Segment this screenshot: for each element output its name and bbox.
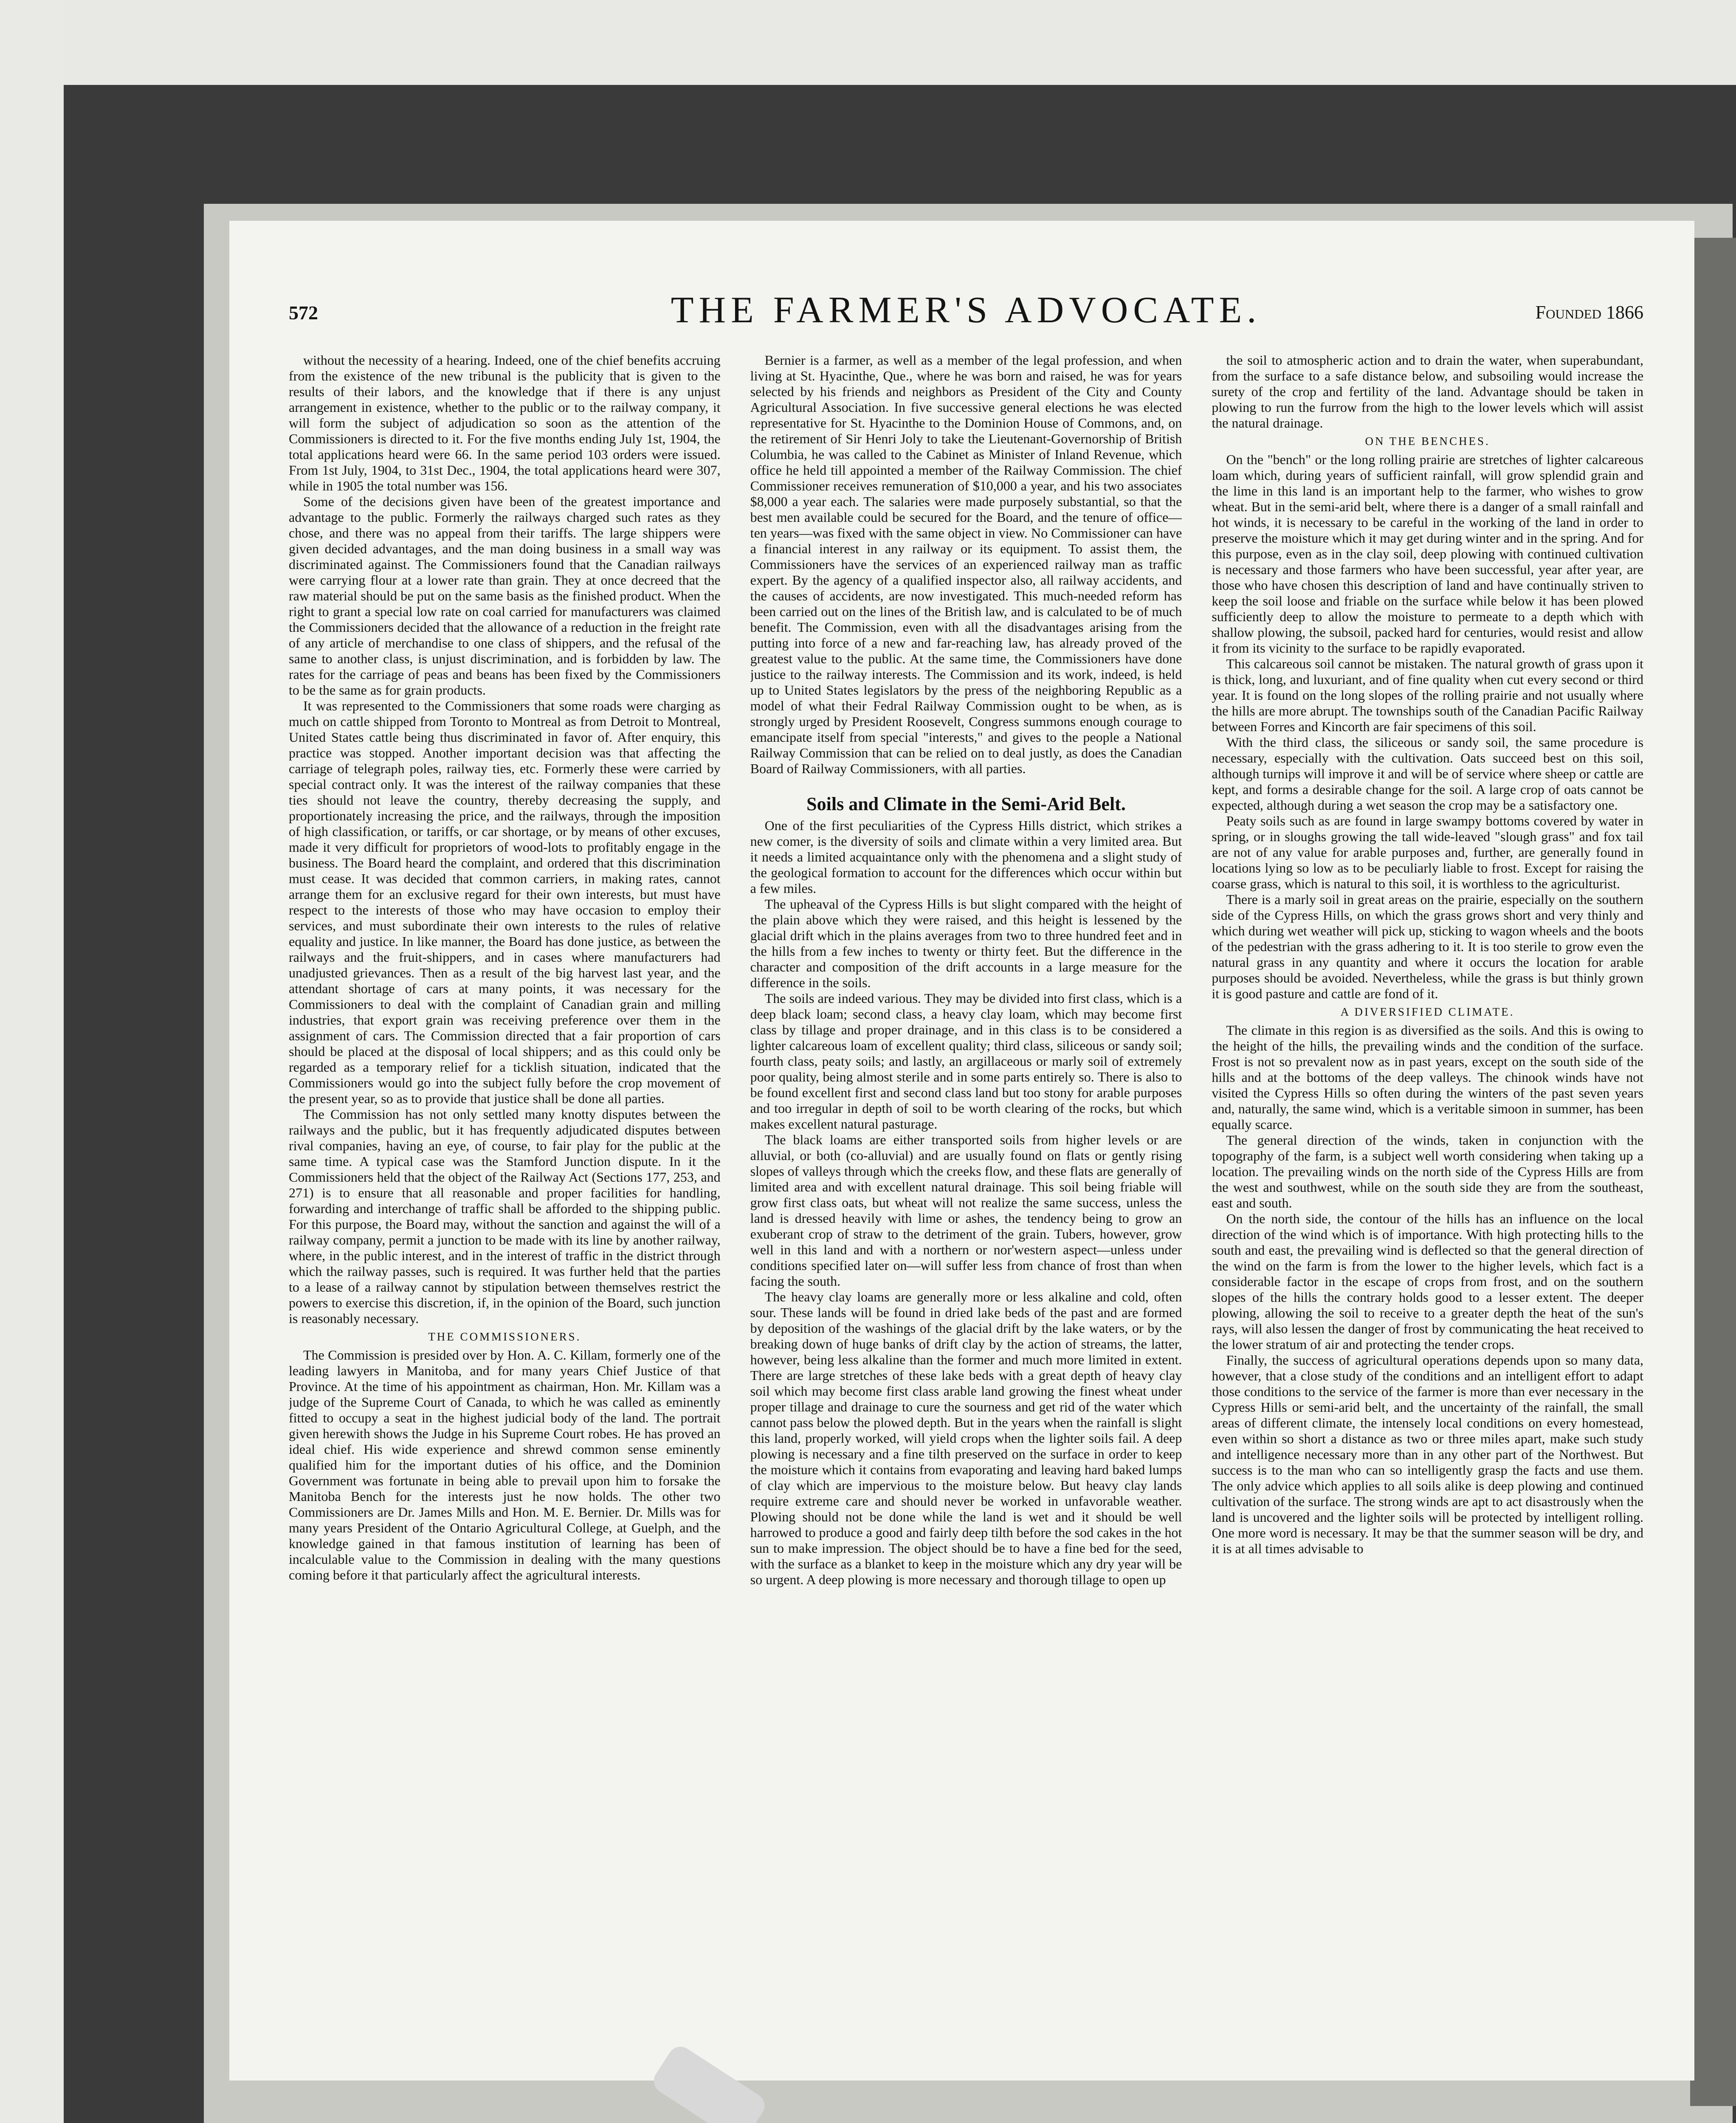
- paragraph: The Commission is presided over by Hon. A. C. Killam, formerly one of the leading lawyers in Manitoba, and for many years Chief Justice of that Province. At the time of his appointment as chairman, Hon. Mr. Killam was a judge of the Supreme Court of Canada, to which he was called as eminently fitted to occupy a seat in the highest judicial body of the land. The portrait given herewith shows the Judge in his Supreme Court robes. He has proved an ideal chief. His wide experience and shrewd common sense eminently qualified him for the important duties of his office, and the Dominion Government was fortunate in being able to prevail upon him to forsake the Manitoba Bench for the interests just he now holds. The other two Commissioners are Dr. James Mills and Hon. M. E. Bernier. Dr. Mills was for many years President of the Ontario Agricultural College, at Guelph, and the knowledge gained in that famous institution of learning has been of incalculable value to the Commission in dealing with the many questions coming before it that particularly affect the agricultural interests.: [289, 1347, 721, 1582]
- paragraph: One of the first peculiarities of the Cypress Hills district, which strikes a new comer, is the diversity of soils and climate within a very limited area. But it needs a limited acquaintance only with the phenomena and a slight study of the geological formation to account for the differences which occur within but a few miles.: [750, 818, 1182, 896]
- column-1: [289, 352, 721, 1932]
- page-number: 572: [289, 302, 318, 324]
- film-top-margin: [0, 0, 1736, 85]
- paragraph: On the north side, the contour of the hills has an influence on the local direction of the wind which is of importance. With high protecting hills to the south and east, the prevailing wind is deflected so that the general direction of the wind on the farm is from the lower to the higher levels, which fact is a considerable factor in the escape of crops from frost, and on the southern slopes of the hills the contrary holds good to a lesser extent. The deeper plowing, allowing the soil to receive to a greater depth the heat of the sun's rays, will also lessen the danger of frost by communicating the heat received to the lower stratum of air and protecting the tender crops.: [1212, 1211, 1644, 1352]
- founded-label: Founded 1866: [1535, 302, 1643, 323]
- column-3: [1212, 352, 1643, 1932]
- paragraph: The climate in this region is as diversified as the soils. And this is owing to the height of the hills, the prevailing winds and the condition of the surface. Frost is not so prevalent now as in past years, except on the south side of the hills and at the bottoms of the deep valleys. The chinook winds have not visited the Cypress Hills so often during the winters of the past seven years and, naturally, the same wind, which is a veritable simoon in summer, has been equally scarce.: [1212, 1022, 1644, 1132]
- page-edge-shadow: [1690, 238, 1736, 2106]
- paragraph: the soil to atmospheric action and to drain the water, when superabundant, from the surface to a safe distance below, and subsoiling would increase the surety of the crop and fertility of the land. Advantage should be taken in plowing to run the furrow from the high to the lower levels which will assist the natural drainage.: [1212, 352, 1644, 431]
- paragraph: It was represented to the Commissioners that some roads were charging as much on cattle shipped from Toronto to Montreal as from Detroit to Montreal, United States cattle being thus discriminated in favor of. After enquiry, this practice was stopped. Another important decision was that affecting the carriage of telegraph poles, railway ties, etc. Formerly these were carried by special contract only. It was the interest of the railway companies that these ties should not leave the country, thereby decreasing the supply, and proportionately increasing the price, and the railways, through the imposition of high classification, or tariffs, or car shortage, or by means of other excuses, made it very difficult for proprietors of wood-lots to profitably engage in the business. The Board heard the complaint, and ordered that this discrimination must cease. It was decided that common carriers, in making rates, cannot arrange them for an exclusive regard for their own interests, but must have respect to the interests of those who may have occasion to employ their services, and must subordinate their own interests to the rules of relative equality and justice. In like manner, the Board has done justice, as between the railways and the fruit-shippers, and in cases where manufacturers had unadjusted grievances. Then as a result of the big harvest last year, and the attendant shortage of cars at many points, it was necessary for the Commissioners to deal with the complaint of Canadian grain and milling industries, that export grain was receiving preference over them in the assignment of cars. The Commission directed that a fair proportion of cars should be placed at the disposal of local shippers; and as this could only be regarded as a temporary relief for a ticklish situation, indicated that the Commissioners would go into the subject fully before the crop movement of the present year, so as to provide that justice shall be done all parties.: [289, 698, 721, 1106]
- column-2: [750, 352, 1182, 1932]
- paragraph: Some of the decisions given have been of the greatest importance and advantage to the public. Formerly the railways charged such rates as they chose, and there was no appeal from their tariffs. The large shippers were given decided advantages, and the man doing business in a small way was discriminated against. The Commissioners found that the Canadian railways were carrying flour at a lower rate than grain. They at once decreed that the raw material should be put on the same basis as the finished product. When the right to grant a special low rate on coal carried for manufacturers was claimed the Commissioners decided that the allowance of a reduction in the freight rate of any article of merchandise to one class of shippers, and the refusal of the same to another class, is unjust discrimination, and is forbidden by law. The rates for the carriage of peas and beans has been fixed by the Commissioners to be the same as for grain products.: [289, 494, 721, 698]
- paragraph: The black loams are either transported soils from higher levels or are alluvial, or both (co-alluvial) and are usually found on flats or gently rising slopes of valleys through which the creeks flow, and these flats are generally of limited area and with excellent natural drainage. This soil being friable will grow first class oats, but wheat will not realize the same success, unless the land is dressed heavily with lime or ashes, the tendency being to grow an exuberant crop of straw to the detriment of the grain. Tubers, however, grow well in this land and with a northern or nor'western aspect—unless under conditions specified later on—will suffer less from chance of frost than when facing the south.: [750, 1132, 1182, 1289]
- film-left-margin: [0, 0, 64, 2123]
- newspaper-page: [229, 221, 1694, 2081]
- paragraph: Bernier is a farmer, as well as a member of the legal profession, and when living at St. Hyacinthe, Que., where he was born and raised, he was for years selected by his friends and neighbors as President of the City and County Agricultural Association. In five successive general elections he was elected representative for St. Hyacinthe to the Dominion House of Commons, and, on the retirement of Sir Henri Joly to take the Lieutenant-Governorship of British Columbia, he was called to the Cabinet as Minister of Inland Revenue, which office he held till appointed a member of the Railway Commission. The chief Commissioner receives remuneration of $10,000 a year, and his two associates $8,000 a year each. The salaries were made purposely substantial, so that the best men available could be secured for the Board, and the tenure of office—ten years—was fixed with the same object in view. No Commissioner can have a financial interest in any railway or its equipment. To assist them, the Commissioners have the services of an experienced railway man as traffic expert. By the agency of a qualified inspector also, all railway accidents, and the causes of accidents, are now investigated. This much-needed reform has been carried out on the lines of the British law, and is calculated to be of much benefit. The Commission, even with all the disadvantages arising from the putting into force of a new and far-reaching law, has already proved of the greatest value to the public. At the same time, the Commissioners have done justice to the railway interests. The Commission and its work, indeed, is held up to United States legislators by the press of the neighboring Republic as a model of what their Fedral Railway Commission ought to be when, as is strongly urged by President Roosevelt, Congress summons enough courage to emancipate itself from special "interests," and gives to the people a National Railway Commission that can be relied on to deal justly, as does the Canadian Board of Railway Commissioners, with all parties.: [750, 352, 1182, 776]
- page-header: [289, 289, 1643, 340]
- paragraph: The heavy clay loams are generally more or less alkaline and cold, often sour. These lands will be found in dried lake beds of the past and are formed by deposition of the washings of the glacial drift by the lake waters, or by the breaking down of huge banks of drift clay by the action of streams, the latter, however, being less alkaline than the former and much more limited in extent. There are large stretches of these lake beds with a great depth of heavy clay soil which may become first class arable land growing the finest wheat under proper tillage and drainage to cure the sourness and get rid of the water which cannot pass below the plowed depth. But in the years when the rainfall is slight this land, properly worked, will yield crops when the lighter soils fail. A deep plowing is necessary and a fine tilth preserved on the surface in order to keep the moisture which it contains from evaporating and leaving hard baked lumps of clay which are impervious to the moisture below. But heavy clay lands require extreme care and should never be worked in unfavorable weather. Plowing should not be done while the land is wet and it should be well harrowed to produce a good and fairly deep tilth before the sod cakes in the hot sun to make impression. The object should be to have a fine bed for the seed, with the surface as a blanket to keep in the moisture which any dry year will be so urgent. A deep plowing is more necessary and thorough tillage to open up: [750, 1289, 1182, 1587]
- paragraph: This calcareous soil cannot be mistaken. The natural growth of grass upon it is thick, long, and luxuriant, and of fine quality when cut every second or third year. It is found on the long slopes of the rolling prairie and not usually where the hills are more abrupt. The townships south of the Canadian Pacific Railway between Forres and Kincorth are fair specimens of this soil.: [1212, 656, 1644, 734]
- section-subhead-benches: ON THE BENCHES.: [1365, 435, 1490, 448]
- paragraph: With the third class, the siliceous or sandy soil, the same procedure is necessary, especially with the cultivation. Oats succeed best on this soil, although turnips will improve it and will be of service where sheep or cattle are kept, and forms a desirable change for the soil. A large crop of oats cannot be expected, although during a wet season the crop may be a satisfactory one.: [1212, 735, 1644, 813]
- paragraph: Peaty soils such as are found in large swampy bottoms covered by water in spring, or in sloughs growing the tall wide-leaved "slough grass" and fox tail are not of any value for arable purposes and, further, are generally found in locations lying so low as to be peculiarly liable to frost. Except for raising the coarse grass, which is natural to this soil, it is worthless to the agriculturist.: [1212, 813, 1644, 891]
- section-subhead-climate: A DIVERSIFIED CLIMATE.: [1340, 1005, 1515, 1018]
- paragraph: The general direction of the winds, taken in conjunction with the topography of the farm, is a subject well worth considering when taking up a location. The prevailing winds on the north side of the Cypress Hills are from the west and southwest, while on the south side they are from the southeast, east and south.: [1212, 1132, 1644, 1211]
- article-headline: Soils and Climate in the Semi-Arid Belt.: [806, 794, 1126, 814]
- article-columns: [289, 352, 1643, 1932]
- paragraph: On the "bench" or the long rolling prairie are stretches of lighter calcareous loam which, during years of sufficient rainfall, will grow splendid grain and the lime in this land is an important help to the farmer, who wishes to grow wheat. But in the semi-arid belt, where there is a danger of a small rainfall and hot winds, it is necessary to be careful in the working of the land in order to preserve the moisture which it may get during winter and in the spring. And for this purpose, even as in the clay soil, deep plowing with continued cultivation is necessary and those farmers who have been successful, year after year, are those who have chosen this description of land and have continually striven to keep the soil loose and friable on the surface while below it has been plowed sufficiently deep to allow the moisture to permeate to a depth which with shallow plowing, the subsoil, packed hard for centuries, would resist and allow it from its vicinity to the surface to be rapidly evaporated.: [1212, 452, 1644, 656]
- paragraph: The soils are indeed various. They may be divided into first class, which is a deep black loam; second class, a heavy clay loam, which may become first class by tillage and proper drainage, and in this class is to be considered a lighter calcareous loam of excellent quality; third class, siliceous or sandy soil; fourth class, peaty soils; and lastly, an argillaceous or marly soil of extremely poor quality, being almost sterile and in some parts entirely so. There is also to be found excellent first and second class land but too stony for arable purposes and too irregular in depth of soil to be worth clearing of the rocks, but which makes excellent natural pasturage.: [750, 991, 1182, 1132]
- paragraph: There is a marly soil in great areas on the prairie, especially on the southern side of the Cypress Hills, on which the grass grows short and very thinly and which during wet weather will pick up, sticking to wagon wheels and the boots of the pedestrian with the grass adhering to it. It is too sterile to grow even the natural grass in any quantity and where it occurs the location for arable purposes should be avoided. Nevertheless, while the grass is but thinly grown it is good pasture and cattle are fond of it.: [1212, 892, 1644, 1001]
- paragraph: The Commission has not only settled many knotty disputes between the railways and the public, but it has frequently adjudicated disputes between rival companies, having an eye, of course, to fair play for the public at the same time. A typical case was the Stamford Junction dispute. In it the Commissioners held that the object of the Railway Act (Sections 177, 253, and 271) is to ensure that all reasonable and proper facilities for handling, forwarding and interchange of traffic shall be afforded to the shipping public. For this purpose, the Board may, without the sanction and against the will of a railway company, permit a junction to be made with its line by another railway, where, in the public interest, and in the interest of traffic in the district through which the railway passes, such is required. It was further held that the parties to a lease of a railway cannot by stipulation between themselves restrict the powers to exercise this discretion, if, in the opinion of the Board, such junction is reasonably necessary.: [289, 1107, 721, 1326]
- section-subhead-commissioners: THE COMMISSIONERS.: [428, 1330, 581, 1343]
- masthead-title: THE FARMER'S ADVOCATE.: [671, 290, 1262, 331]
- paragraph: Finally, the success of agricultural operations depends upon so many data, however, that a close study of the conditions and an intelligent effort to adapt those conditions to the service of the farmer is more than ever necessary in the Cypress Hills or semi-arid belt, and the uncertainty of the rainfall, the small areas of different climate, the intensely local conditions on every homestead, even within so short a distance as two or three miles apart, make such study and intelligence necessary more than in any other part of the Northwest. But success is to the man who can so intelligently grasp the facts and use them. The only advice which applies to all soils alike is deep plowing and continued cultivation of the surface. The strong winds are apt to act disastrously when the land is uncovered and the lighter soils will be protected by intelligent rolling. One more word is necessary. It may be that the summer season will be dry, and it is at all times advisable to: [1212, 1352, 1644, 1556]
- paragraph: without the necessity of a hearing. Indeed, one of the chief benefits accruing from the existence of the new tribunal is the publicity that is given to the results of their labors, and the knowledge that if there is any unjust arrangement in existence, whether to the public or to the railway company, it will form the subject of adjudication so soon as the attention of the Commissioners is directed to it. For the five months ending July 1st, 1904, the total applications heard were 66. In the same period 103 orders were issued. From 1st July, 1904, to 31st Dec., 1904, the total applications heard were 307, while in 1905 the total number was 156.: [289, 352, 721, 493]
- paragraph: The upheaval of the Cypress Hills is but slight compared with the height of the plain above which they were raised, and this height is lessened by the glacial drift which in the plains averages from two to three hundred feet and in the hills from a few inches to twenty or thirty feet. But the difference in the character and composition of the drift accounts in a large measure for the difference in the soils.: [750, 896, 1182, 990]
